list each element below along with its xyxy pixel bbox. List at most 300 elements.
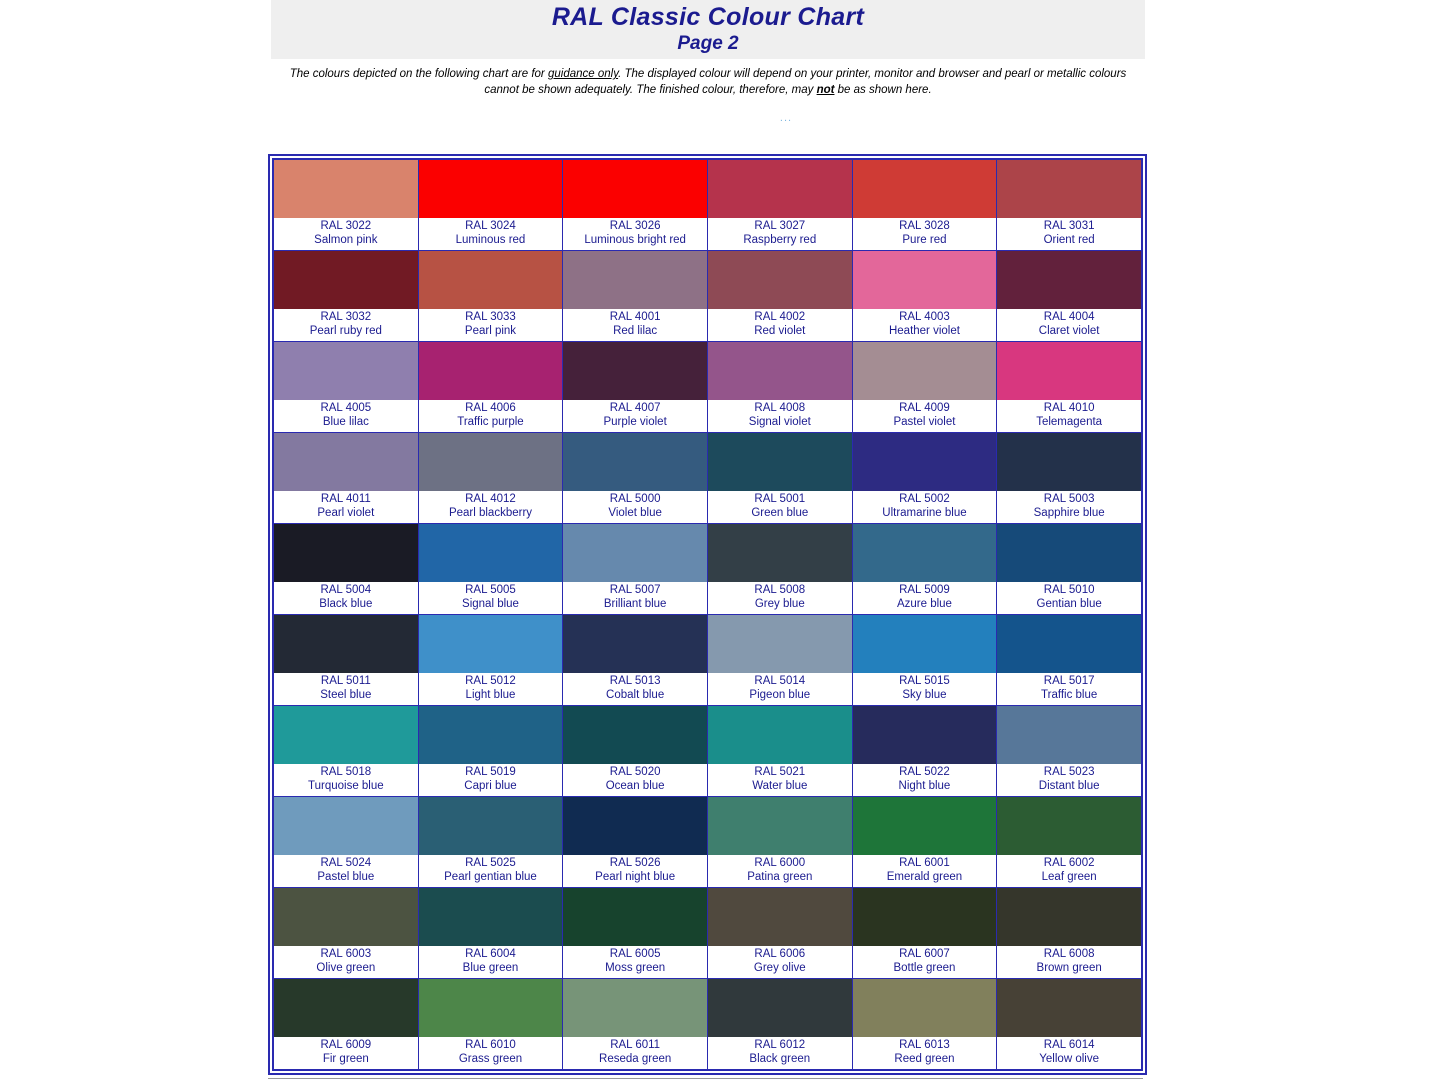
colour-swatch[interactable] xyxy=(274,979,418,1037)
colour-caption xyxy=(997,764,1141,796)
footer-divider xyxy=(268,1078,1143,1079)
colour-swatch-cell[interactable] xyxy=(418,797,563,888)
colour-swatch-cell[interactable] xyxy=(274,342,419,433)
colour-caption xyxy=(997,218,1141,250)
colour-caption xyxy=(997,400,1141,432)
colour-swatch[interactable] xyxy=(708,251,852,309)
colour-name: Black green xyxy=(749,1052,811,1065)
colour-swatch[interactable] xyxy=(274,160,418,218)
colour-name: Red lilac xyxy=(613,324,658,337)
colour-swatch-cell[interactable] xyxy=(852,342,997,433)
colour-caption xyxy=(997,309,1141,341)
colour-swatch[interactable] xyxy=(274,888,418,946)
colour-caption xyxy=(853,218,997,250)
colour-caption xyxy=(997,582,1141,614)
colour-name: Red violet xyxy=(754,324,806,337)
colour-code: RAL 4012 xyxy=(465,493,516,505)
colour-code: RAL 6012 xyxy=(754,1039,806,1051)
colour-code: RAL 5024 xyxy=(320,857,372,869)
colour-caption xyxy=(853,309,997,341)
colour-caption xyxy=(708,1037,852,1069)
colour-code: RAL 5012 xyxy=(465,675,516,687)
colour-swatch[interactable] xyxy=(563,979,707,1037)
colour-name: Violet blue xyxy=(608,506,662,519)
colour-swatch-cell[interactable] xyxy=(563,433,708,524)
colour-name: Grass green xyxy=(458,1052,523,1065)
colour-name: Distant blue xyxy=(1038,779,1100,792)
colour-caption xyxy=(997,855,1141,887)
colour-code: RAL 4002 xyxy=(754,311,806,323)
colour-caption xyxy=(274,1037,418,1069)
colour-swatch-cell[interactable] xyxy=(418,433,563,524)
colour-swatch-cell[interactable] xyxy=(707,342,852,433)
colour-name: Pearl violet xyxy=(317,506,375,519)
colour-swatch[interactable] xyxy=(997,888,1141,946)
disclaimer-text xyxy=(271,66,1145,98)
colour-swatch-cell[interactable] xyxy=(563,342,708,433)
colour-caption xyxy=(563,946,707,978)
colour-name: Blue green xyxy=(462,961,519,974)
colour-swatch-cell[interactable] xyxy=(707,433,852,524)
colour-code: RAL 4010 xyxy=(1043,402,1095,414)
colour-swatch[interactable] xyxy=(274,251,418,309)
colour-swatch-cell[interactable] xyxy=(274,615,419,706)
colour-code: RAL 4009 xyxy=(899,402,950,414)
colour-caption xyxy=(997,673,1141,705)
disclaimer-emphasis-2: not xyxy=(816,84,835,96)
colour-code: RAL 4006 xyxy=(465,402,516,414)
colour-swatch-cell[interactable] xyxy=(852,706,997,797)
colour-code: RAL 6011 xyxy=(610,1039,661,1051)
colour-swatch-cell[interactable] xyxy=(997,524,1142,615)
colour-caption xyxy=(708,582,852,614)
colour-swatch-cell[interactable] xyxy=(852,888,997,979)
colour-swatch[interactable] xyxy=(274,797,418,855)
colour-code: RAL 6005 xyxy=(609,948,661,960)
colour-caption xyxy=(274,673,418,705)
colour-name: Reseda green xyxy=(599,1052,672,1065)
colour-code: RAL 4003 xyxy=(899,311,950,323)
colour-swatch-cell[interactable] xyxy=(852,524,997,615)
colour-swatch-cell[interactable] xyxy=(563,251,708,342)
colour-code: RAL 6014 xyxy=(1043,1039,1095,1051)
colour-swatch[interactable] xyxy=(708,342,852,400)
colour-name: Azure blue xyxy=(896,597,952,610)
colour-code: RAL 5021 xyxy=(754,766,806,778)
colour-swatch-cell[interactable] xyxy=(274,160,419,251)
colour-swatch-cell[interactable] xyxy=(997,706,1142,797)
colour-caption xyxy=(419,946,563,978)
colour-code: RAL 4007 xyxy=(609,402,661,414)
colour-code: RAL 6003 xyxy=(320,948,372,960)
colour-caption xyxy=(853,491,997,523)
colour-name: Brilliant blue xyxy=(603,597,667,610)
colour-caption xyxy=(853,673,997,705)
colour-code: RAL 3022 xyxy=(320,220,372,232)
colour-code: RAL 5023 xyxy=(1043,766,1095,778)
colour-code: RAL 5019 xyxy=(465,766,516,778)
colour-swatch-cell[interactable] xyxy=(418,524,563,615)
colour-swatch[interactable] xyxy=(419,615,563,673)
swatch-row xyxy=(274,251,1142,342)
colour-caption xyxy=(274,309,418,341)
colour-code: RAL 5017 xyxy=(1043,675,1095,687)
colour-caption xyxy=(274,764,418,796)
colour-swatch-cell[interactable] xyxy=(274,979,419,1070)
colour-swatch[interactable] xyxy=(997,160,1141,218)
colour-swatch[interactable] xyxy=(997,251,1141,309)
colour-swatch[interactable] xyxy=(997,433,1141,491)
colour-name: Turquoise blue xyxy=(308,779,384,792)
colour-swatch-cell[interactable] xyxy=(563,615,708,706)
colour-code: RAL 5002 xyxy=(899,493,950,505)
colour-swatch-cell[interactable] xyxy=(707,706,852,797)
colour-swatch-cell[interactable] xyxy=(997,979,1142,1070)
colour-caption xyxy=(274,582,418,614)
colour-swatch-cell[interactable] xyxy=(418,979,563,1070)
colour-swatch-cell[interactable] xyxy=(997,888,1142,979)
colour-code: RAL 3032 xyxy=(320,311,372,323)
colour-code: RAL 5005 xyxy=(465,584,516,596)
colour-swatch-cell[interactable] xyxy=(707,160,852,251)
colour-name: Green blue xyxy=(751,506,809,519)
colour-swatch-cell[interactable] xyxy=(707,888,852,979)
colour-swatch-cell[interactable] xyxy=(852,433,997,524)
swatch-row xyxy=(274,706,1142,797)
colour-name: Pearl gentian blue xyxy=(444,870,537,883)
colour-swatch-cell[interactable] xyxy=(563,160,708,251)
colour-name: Leaf green xyxy=(1041,870,1097,883)
colour-name: Steel blue xyxy=(320,688,372,701)
colour-swatch[interactable] xyxy=(419,251,563,309)
colour-swatch[interactable] xyxy=(853,979,997,1037)
colour-caption xyxy=(274,946,418,978)
colour-code: RAL 5026 xyxy=(609,857,661,869)
colour-code: RAL 5014 xyxy=(754,675,806,687)
colour-code: RAL 3031 xyxy=(1043,220,1095,232)
colour-name: Black blue xyxy=(319,597,373,610)
colour-swatch-cell[interactable] xyxy=(997,342,1142,433)
colour-code: RAL 6007 xyxy=(899,948,950,960)
colour-swatch-cell[interactable] xyxy=(418,615,563,706)
colour-swatch[interactable] xyxy=(853,160,997,218)
colour-caption xyxy=(419,218,563,250)
colour-caption xyxy=(853,582,997,614)
colour-caption xyxy=(419,582,563,614)
colour-swatch[interactable] xyxy=(563,797,707,855)
colour-swatch[interactable] xyxy=(853,342,997,400)
colour-caption xyxy=(563,218,707,250)
colour-name: Telemagenta xyxy=(1036,415,1103,428)
colour-swatch-cell[interactable] xyxy=(997,160,1142,251)
colour-name: Pearl night blue xyxy=(595,870,676,883)
colour-name: Moss green xyxy=(605,961,666,974)
swatch-row xyxy=(274,979,1142,1070)
colour-chart xyxy=(268,154,1147,1075)
colour-caption xyxy=(708,855,852,887)
colour-caption xyxy=(563,491,707,523)
colour-swatch[interactable] xyxy=(708,615,852,673)
colour-swatch[interactable] xyxy=(853,251,997,309)
colour-swatch[interactable] xyxy=(708,433,852,491)
colour-swatch[interactable] xyxy=(563,706,707,764)
colour-swatch-cell[interactable] xyxy=(707,524,852,615)
colour-code: RAL 6002 xyxy=(1043,857,1095,869)
colour-name: Luminous bright red xyxy=(584,233,686,246)
colour-name: Grey blue xyxy=(754,597,805,610)
colour-caption xyxy=(563,1037,707,1069)
colour-swatch-table xyxy=(273,159,1142,1070)
colour-name: Pure red xyxy=(902,233,947,246)
colour-swatch-cell[interactable] xyxy=(997,797,1142,888)
colour-swatch-cell[interactable] xyxy=(418,251,563,342)
colour-swatch-cell[interactable] xyxy=(274,797,419,888)
colour-name: Olive green xyxy=(316,961,376,974)
colour-code: RAL 5015 xyxy=(899,675,950,687)
colour-caption xyxy=(419,491,563,523)
colour-swatch[interactable] xyxy=(997,615,1141,673)
colour-swatch[interactable] xyxy=(708,706,852,764)
colour-swatch[interactable] xyxy=(853,615,997,673)
colour-name: Pearl ruby red xyxy=(309,324,382,337)
colour-swatch[interactable] xyxy=(419,797,563,855)
colour-swatch[interactable] xyxy=(708,160,852,218)
colour-swatch[interactable] xyxy=(563,342,707,400)
colour-code: RAL 3024 xyxy=(465,220,516,232)
colour-swatch[interactable] xyxy=(708,888,852,946)
colour-swatch-cell[interactable] xyxy=(418,888,563,979)
colour-name: Signal violet xyxy=(748,415,811,428)
colour-code: RAL 5010 xyxy=(1043,584,1095,596)
colour-swatch-cell[interactable] xyxy=(852,615,997,706)
colour-swatch-cell[interactable] xyxy=(274,888,419,979)
disclaimer-part-2: . The displayed colour will depend on your printer, monitor and browser and pearl or metallic colours cannot be shown adequately. The finished colour, therefore, may xyxy=(484,68,1127,96)
colour-swatch[interactable] xyxy=(419,433,563,491)
colour-swatch-cell[interactable] xyxy=(418,706,563,797)
colour-name: Traffic purple xyxy=(457,415,524,428)
colour-caption xyxy=(563,855,707,887)
colour-caption xyxy=(708,946,852,978)
colour-swatch[interactable] xyxy=(997,979,1141,1037)
colour-name: Capri blue xyxy=(464,779,517,792)
colour-name: Pastel blue xyxy=(317,870,375,883)
colour-name: Pearl pink xyxy=(464,324,517,337)
colour-swatch[interactable] xyxy=(708,524,852,582)
colour-caption xyxy=(853,764,997,796)
colour-swatch-cell[interactable] xyxy=(997,433,1142,524)
colour-swatch[interactable] xyxy=(274,433,418,491)
colour-caption xyxy=(708,400,852,432)
colour-name: Fir green xyxy=(322,1052,369,1065)
colour-swatch-cell[interactable] xyxy=(997,615,1142,706)
colour-swatch[interactable] xyxy=(274,706,418,764)
colour-swatch[interactable] xyxy=(853,888,997,946)
colour-swatch[interactable] xyxy=(274,524,418,582)
colour-swatch[interactable] xyxy=(419,160,563,218)
colour-swatch-cell[interactable] xyxy=(418,160,563,251)
colour-code: RAL 5003 xyxy=(1043,493,1095,505)
colour-caption xyxy=(563,764,707,796)
colour-code: RAL 3028 xyxy=(899,220,950,232)
page-subtitle: Page 2 xyxy=(677,33,739,54)
colour-swatch[interactable] xyxy=(419,888,563,946)
colour-swatch-cell[interactable] xyxy=(274,706,419,797)
colour-caption xyxy=(708,764,852,796)
colour-swatch-cell[interactable] xyxy=(563,797,708,888)
colour-caption xyxy=(419,855,563,887)
colour-code: RAL 5007 xyxy=(609,584,661,596)
colour-swatch-cell[interactable] xyxy=(418,342,563,433)
colour-name: Yellow olive xyxy=(1039,1052,1099,1065)
colour-name: Pearl blackberry xyxy=(448,506,533,519)
colour-swatch[interactable] xyxy=(563,433,707,491)
colour-swatch[interactable] xyxy=(563,615,707,673)
colour-swatch[interactable] xyxy=(419,524,563,582)
colour-caption xyxy=(274,400,418,432)
swatch-row xyxy=(274,524,1142,615)
colour-code: RAL 6010 xyxy=(465,1039,516,1051)
colour-swatch[interactable] xyxy=(997,524,1141,582)
colour-name: Salmon pink xyxy=(314,233,378,246)
colour-swatch-cell[interactable] xyxy=(563,706,708,797)
colour-name: Heather violet xyxy=(888,324,960,337)
disclaimer-part-3: be as shown here. xyxy=(834,84,932,96)
colour-swatch[interactable] xyxy=(708,797,852,855)
colour-caption xyxy=(419,400,563,432)
colour-swatch-cell[interactable] xyxy=(563,524,708,615)
colour-name: Pastel violet xyxy=(893,415,956,428)
colour-swatch[interactable] xyxy=(853,433,997,491)
colour-caption xyxy=(997,946,1141,978)
colour-swatch[interactable] xyxy=(563,524,707,582)
colour-code: RAL 6013 xyxy=(899,1039,950,1051)
colour-code: RAL 6000 xyxy=(754,857,806,869)
colour-swatch[interactable] xyxy=(708,979,852,1037)
colour-swatch-cell[interactable] xyxy=(707,251,852,342)
colour-name: Pigeon blue xyxy=(749,688,811,701)
colour-swatch[interactable] xyxy=(853,706,997,764)
colour-swatch-cell[interactable] xyxy=(852,797,997,888)
colour-swatch[interactable] xyxy=(274,615,418,673)
colour-caption xyxy=(997,1037,1141,1069)
colour-swatch-cell[interactable] xyxy=(274,251,419,342)
swatch-row xyxy=(274,433,1142,524)
colour-code: RAL 3026 xyxy=(609,220,661,232)
colour-name: Reed green xyxy=(894,1052,955,1065)
colour-swatch[interactable] xyxy=(419,706,563,764)
colour-caption xyxy=(563,582,707,614)
colour-code: RAL 5009 xyxy=(899,584,950,596)
colour-code: RAL 4001 xyxy=(609,311,661,323)
colour-swatch[interactable] xyxy=(997,797,1141,855)
colour-caption xyxy=(853,400,997,432)
colour-swatch-cell[interactable] xyxy=(707,797,852,888)
colour-swatch[interactable] xyxy=(563,888,707,946)
colour-name: Luminous red xyxy=(455,233,526,246)
colour-caption xyxy=(274,491,418,523)
swatch-row xyxy=(274,797,1142,888)
dot-separator: ... xyxy=(779,112,793,124)
colour-swatch-cell[interactable] xyxy=(707,615,852,706)
colour-name: Orient red xyxy=(1043,233,1095,246)
colour-swatch[interactable] xyxy=(563,251,707,309)
colour-swatch-cell[interactable] xyxy=(852,160,997,251)
colour-name: Sky blue xyxy=(902,688,947,701)
page-header xyxy=(271,0,1145,59)
colour-caption xyxy=(563,673,707,705)
colour-code: RAL 5001 xyxy=(754,493,806,505)
colour-caption xyxy=(708,491,852,523)
colour-swatch[interactable] xyxy=(419,342,563,400)
colour-swatch-cell[interactable] xyxy=(707,979,852,1070)
colour-caption xyxy=(563,400,707,432)
colour-caption xyxy=(419,673,563,705)
colour-chart-inner xyxy=(272,158,1143,1071)
colour-name: Patina green xyxy=(747,870,813,883)
swatch-row xyxy=(274,160,1142,251)
colour-caption xyxy=(708,218,852,250)
colour-code: RAL 6008 xyxy=(1043,948,1095,960)
colour-code: RAL 5013 xyxy=(609,675,661,687)
colour-swatch-cell[interactable] xyxy=(852,251,997,342)
colour-caption xyxy=(419,1037,563,1069)
colour-code: RAL 6009 xyxy=(320,1039,372,1051)
colour-swatch-cell[interactable] xyxy=(274,524,419,615)
colour-swatch-cell[interactable] xyxy=(852,979,997,1070)
colour-caption xyxy=(708,673,852,705)
colour-swatch[interactable] xyxy=(853,797,997,855)
colour-code: RAL 5022 xyxy=(899,766,950,778)
colour-name: Ultramarine blue xyxy=(882,506,967,519)
colour-swatch-cell[interactable] xyxy=(997,251,1142,342)
colour-swatch[interactable] xyxy=(997,342,1141,400)
colour-swatch[interactable] xyxy=(274,342,418,400)
colour-code: RAL 5004 xyxy=(320,584,372,596)
colour-caption xyxy=(853,855,997,887)
disclaimer-part-1: The colours depicted on the following chart are for xyxy=(289,68,548,80)
colour-name: Purple violet xyxy=(603,415,667,428)
colour-caption xyxy=(853,1037,997,1069)
colour-code: RAL 3027 xyxy=(754,220,806,232)
colour-code: RAL 5008 xyxy=(754,584,806,596)
colour-swatch[interactable] xyxy=(853,524,997,582)
colour-code: RAL 3033 xyxy=(465,311,516,323)
colour-name: Signal blue xyxy=(462,597,519,610)
colour-code: RAL 4005 xyxy=(320,402,372,414)
colour-code: RAL 6006 xyxy=(754,948,806,960)
colour-caption xyxy=(853,946,997,978)
swatch-row xyxy=(274,342,1142,433)
colour-code: RAL 5011 xyxy=(320,675,371,687)
swatch-row xyxy=(274,615,1142,706)
colour-code: RAL 4011 xyxy=(320,493,371,505)
colour-name: Bottle green xyxy=(893,961,956,974)
colour-name: Ocean blue xyxy=(605,779,665,792)
colour-caption xyxy=(274,855,418,887)
colour-swatch[interactable] xyxy=(997,706,1141,764)
colour-code: RAL 4008 xyxy=(754,402,806,414)
colour-swatch-cell[interactable] xyxy=(563,888,708,979)
colour-name: Sapphire blue xyxy=(1033,506,1105,519)
colour-swatch-cell[interactable] xyxy=(274,433,419,524)
colour-swatch-cell[interactable] xyxy=(563,979,708,1070)
colour-code: RAL 4004 xyxy=(1043,311,1095,323)
colour-swatch[interactable] xyxy=(563,160,707,218)
colour-caption xyxy=(419,764,563,796)
colour-swatch[interactable] xyxy=(419,979,563,1037)
colour-code: RAL 5018 xyxy=(320,766,372,778)
colour-name: Traffic blue xyxy=(1041,688,1098,701)
